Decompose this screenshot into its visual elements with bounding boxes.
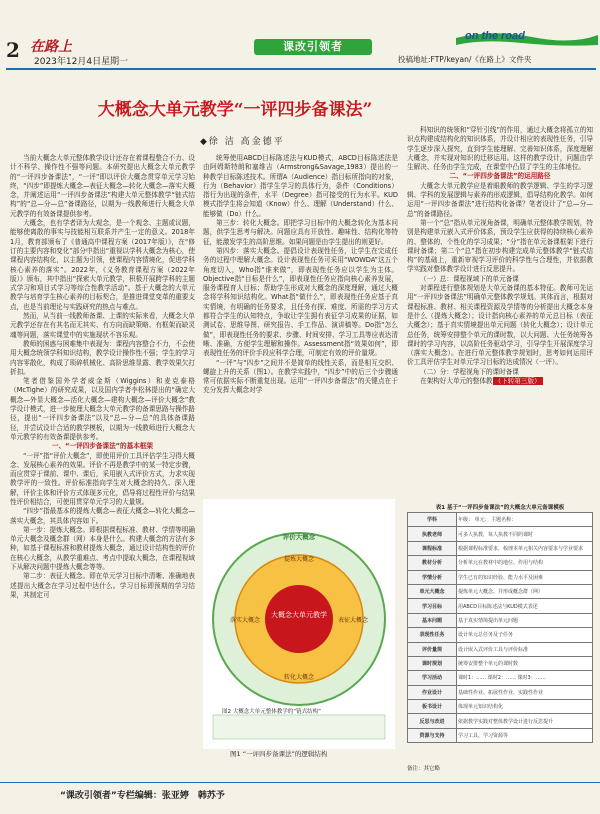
- row-content: 提炼单元大概念，并形成概念群（网）: [457, 584, 593, 598]
- row-content: 学习工具、学习资源等: [457, 728, 593, 742]
- footer-editors: “课改引领者”专栏编辑：张亚婷 韩苏予: [60, 791, 225, 801]
- row-content: 依据教学实践对整体教学设计进行反思提升: [457, 714, 593, 728]
- continued-note: （下转第三版）: [494, 377, 541, 386]
- row-content: 分析单元在教材中的地位、作用与结构: [457, 556, 593, 570]
- table-row: [408, 700, 593, 714]
- paragraph: （一）总：课程视域下的单元备课: [420, 274, 519, 283]
- section-heading: 一、“一评四步备课法”的基本框架: [52, 442, 153, 451]
- row-content: 根据课程标准要求，梳理本单元相关内容要求与学业要求: [457, 541, 593, 555]
- outer-label: 评价大概念: [282, 533, 316, 541]
- article-column-1: [10, 154, 195, 772]
- paragraph: “四步”指最基本的提炼大概念—表征大概念—转化大概念—落实大概念，其具体内容如下。: [10, 507, 195, 525]
- article-author: ◆徐 洁 高金德平: [200, 137, 285, 147]
- paragraph: 第二步：表征大概念。即在单元学习目标中清晰、准确地表述提出大概念在学习过程中达什么。学习目标即预期的学习结果，其制定可: [10, 572, 195, 599]
- row-content: 学生已有的知识经验、能力水平及困难: [457, 570, 593, 584]
- footer-divider: [0, 782, 600, 783]
- figure-2-caption: 图2 大概念大单元整体教学的“链式结构”: [222, 709, 321, 715]
- row-content: 基于真实情境提出单元问题: [457, 613, 593, 627]
- paragraph: 大概念，也有学者译为大观念，是一个观念、主题或议题，能够使离散的事实与技能相互联系并产生一定的意义。2018年1月，教育部颁布了《普通高中课程方案（2017年版）》，在“修订的主要内容和变化”部分中指出“重视以学科大概念为核心，使课程内容结构化，以主题为引领，使课程内容情境化，促进学科核心素养的落实”。2022年，《义务教育课程方案（2022年版）》颁布，其中指出“探索大单元教学，积极开展跨学科的主题式学习和项目式学习等综合性教学活动”。基于大概念的大单元教学与培育学生核心素养的目标契合，是推进课堂变革的重要支点，也是当前理论与实践研究的热点与难点。: [10, 219, 195, 311]
- paragraph: 在架构好大单元的整体教 （下转第三版）: [420, 377, 541, 386]
- ring-label-2: 表征大概念: [337, 617, 369, 624]
- row-content: 可多人执教，每人执教不同的课时: [457, 527, 593, 541]
- table-row: [408, 541, 593, 555]
- row-label: 课程标准: [408, 541, 457, 555]
- row-content: 统筹安排整个单元的课时数: [457, 656, 593, 670]
- paragraph: 当前大概念大单元整体教学设计还存在着课程整合不力、设计不科学、操作性不强等问题。本研究提出大概念大单元教学的“一评四步备课法”，“一评”即以评价大概念贯穿单元学习始终，“四步”即提炼大概念—表征大概念—转化大概念—落实大概念，并阐述运用“一评四步备课法”构建大单元整体教学“链式结构”的“总—分—总”备课路径，以期为一线教师进行大概念大单元教学的有效备课提供参考。: [10, 154, 195, 218]
- table-row: [408, 628, 593, 642]
- table-title: 表1 基于“一评四步备课法”的大概念大单元备课模板: [435, 505, 565, 511]
- table-note: 备注：其它略: [407, 766, 441, 772]
- paragraph: 然而，从当前一线教师备课、上课的实际来看，大概念大单元教学还存在有其名而无其实、有方向而缺策略、有框架而缺灵魂等问题，落实课堂中的实施现状不容乐观。: [10, 312, 195, 339]
- row-label: 评价量规: [408, 642, 457, 656]
- table-row: [408, 570, 593, 584]
- masthead-title: 在路上: [30, 39, 72, 55]
- table-row: [408, 642, 593, 656]
- paragraph: 第一个“总”指从单元视角备课，明确单元整体教学规划，特别是构建单元嵌入式评价体系，预设学生应获得的持续核心素养的、整体的、个性化的学习成果；“分”指在单元备课框架下进行课时备课；第二个“总”指在初步构建完成单元整体教学“链式结构”的基础上，重新审视学习评价的科学性与合理性，并依据教学实践对整体教学设计进行反思提升。: [407, 218, 593, 274]
- paragraph: 对课程进行整体规划是大单元备课的基本特征。教师可先运用“一评四步备课法”明确单元整体教学规划。其体而言，根据对课程标准、教材、相关课程资源及学情等的分析提出大概念本身是什么（提炼大概念）；设计指向核心素养的单元总目标（表征大概念）；基于真实情境提出单元问题（转化大概念）；设计单元总任务，统筹安排整个单元的课时数，以大问题、大任务统筹各课时的学习内容，以高阶任务驱动学习，引导学生开展深度学习（落实大概念）。在进行单元整体教学规划时，思考如何运用评价工具评估学生对单元学习目标的达成情况（一评）。: [407, 284, 593, 367]
- table-row: [408, 714, 593, 728]
- row-label: 表现性任务: [408, 628, 457, 642]
- row-content: 设计嵌入式评价工具与评价标准: [457, 642, 593, 656]
- paragraph: “一评”与“四步”之间并不是简单的线性关系，而是相互交织、螺旋上升的关系（图1）。在教学实践中，“四步”中的后三个步骤通常可依据实际不断重复出现。运用“一评四步备课法”的关键点在于充分发挥大概念对学: [203, 358, 398, 395]
- table-row: [408, 556, 593, 570]
- article-title: 大概念大单元教学“一评四步备课法”: [97, 100, 373, 120]
- row-label: 课时规划: [408, 656, 457, 670]
- article-column-2: [203, 154, 398, 494]
- page-number: 2: [6, 38, 20, 62]
- paragraph: 第一步：提炼大概念。即根据课程标准、教材、学情等明确单元大概念及概念群（网）本身是什么。构建大概念的方法有多种，如基于课程标准和教材提炼大概念，通过设计结构性的评价在核心大概念，从教学重难点、考点中提取大概念，在课程视域下从解决问题中提炼大概念等等。: [10, 525, 195, 572]
- row-label: 作业设计: [408, 685, 457, 699]
- road-banner-text: on the road: [465, 30, 525, 42]
- figure-1-caption: 图1 “一评四步备课法”的逻辑结构: [230, 750, 328, 758]
- row-label: 学科: [408, 513, 457, 527]
- row-content: 体现单元知识结构化: [457, 700, 593, 714]
- row-label: 反思与改进: [408, 714, 457, 728]
- paragraph: 笔者借鉴国外学者威金斯（Wiggins）和麦克泰格（McTighe）的研究成果，以及国内学者李松林提出的“确定大概念—外显大概念—活化大概念—建构大概念—评价大概念”教学设计模式，进一步梳理大概念大单元教学的备课思路与操作路径，提出“一评四步备课法”以及“总—分—总”的具体备课路径，并尝试设计合适的教学模板，以期为一线教师进行大概念大单元教学的有效备课提供参考。: [10, 377, 195, 441]
- row-label: 学习目标: [408, 599, 457, 613]
- row-label: 资源与支持: [408, 728, 457, 742]
- row-label: 单元大概念: [408, 584, 457, 598]
- table-row: [408, 671, 593, 685]
- row-label: 基本问题: [408, 613, 457, 627]
- column-name-badge: 课改引领者: [254, 39, 372, 55]
- row-label: 执教老师: [408, 527, 457, 541]
- row-content: 基础性作业、拓展性作业、实践性作业: [457, 685, 593, 699]
- paragraph: （二）分：学程视角下的课时备课: [420, 367, 519, 376]
- row-content: 课时1：…… 课时2：…… 课时3：……: [457, 671, 593, 685]
- table-row: [408, 527, 593, 541]
- table-row: [408, 656, 593, 670]
- header-divider: [6, 68, 596, 70]
- ring-label-3: 转化大概念: [283, 674, 315, 681]
- lesson-plan-table: [407, 512, 593, 743]
- row-label: 学习活动: [408, 671, 457, 685]
- paragraph: 大概念大单元教学应是着眼教师的教学逻辑、学生的学习逻辑、学科的发展逻辑与素养的形成逻辑，倡导结构化教学。如何运用“一评四步备课法”进行结构化备课？笔者设计了“总—分—总”的备课路径。: [407, 181, 593, 218]
- center-circle: [265, 585, 333, 653]
- article-column-3: [407, 126, 593, 493]
- ring-label-1: 提炼大概念: [283, 556, 315, 563]
- table-row: [408, 728, 593, 742]
- paragraph: 统筹使用ABCD目标陈述法与KUD模式，ABCD目标陈述法是由阿姆斯特朗和塞维吉（Armstrong&Savage,1983）提出的一种教学目标陈述技术。所谓A（Audience）指目标所指向的对象，行为（Behavior）指学生学习的具体行为，条件（Conditions）指行为出现的条件，水平（Degree）指可接受的行为水平。KUD模式指学生将会知道（Know）什么、理解（Understand）什么、能够做（Do）什么。: [203, 154, 398, 218]
- submission-address: 投稿地址:FTP/keyan/《在路上》文件夹: [398, 55, 532, 64]
- section-heading: 二、“一评四步备课法”的运用路径: [449, 172, 551, 181]
- row-content: 年级： 单元： 主题名称：: [457, 513, 593, 527]
- row-label: 学情分析: [408, 570, 457, 584]
- row-label: 板书设计: [408, 700, 457, 714]
- row-content: 设计单元总任务及子任务: [457, 628, 593, 642]
- center-label: 大概念大单元教学: [271, 611, 327, 619]
- table-row: [408, 584, 593, 598]
- paragraph: 第三步：转化大概念。即把学习目标中的大概念转化为基本问题，供学生思考与解决。问题应具有开放性、趣味性、结构化等特征，能激发学生的高阶思维。如果问题是由学生提出的则更好。: [203, 219, 398, 246]
- table-row: [408, 599, 593, 613]
- table-row: [408, 685, 593, 699]
- table-row: [408, 613, 593, 627]
- row-label: 教材分析: [408, 556, 457, 570]
- paragraph: 科知识的统领和“穿针引线”的作用，通过大概念将孤立的知识点构建成结构化的知识体系，并设计相应的表现性任务，引导学生逐步深入探究，直到学生能理解、完善知识体系，深度理解大概念，并实现对知识的迁移运用。这样的教学设计，问题由学生解决、任务由学生完成，在课堂中凸显了学生的主体地位。: [407, 126, 593, 172]
- issue-date: 2023年12月4日星期一: [34, 57, 129, 67]
- paragraph: 教师的困惑与困难集中表现为：课程内容整合不力，不会使用大概念统领学科知识结构，教学设计操作性不强；学生的学习内容零散化，构成了琐碎机械化、高阶思维显露、教学效果欠打折扣。: [10, 339, 195, 376]
- paragraph: “一评”指“评价大概念”，即使用评价工具评估学生习得大概念、发展核心素养的效果。评价不再是教学中的某一特定步骤，而应贯穿于课前、课中、课后，采用嵌入式评价方式，力求实现教学评的一致性。评价标准指向学生对大概念的持久、深入理解，评价主体和评价方式体现多元化，倡导将过程性评价与结果性评价相结合，可使用贯穿单元学习的大量规。: [10, 451, 195, 506]
- table-row: [408, 513, 593, 527]
- ring-label-4: 落实大概念: [229, 617, 261, 624]
- paragraph: 第四步：落实大概念。提倡设计表现性任务，让学生在完成任务的过程中理解大概念。设计表现性任务可采用“WOWDA”这五个角度切入，Who指“谁来做”，即表现性任务应以学生为主体。Objective指“目标是什么”，即表现性任务应指向核心素养发展，服务课程育人目标；帮助学生形成对大概念的深度理解，通过大概念将学科知识结构化。What指“做什么”，即表现性任务应基于真实情境，有明确的任务要求，且任务有探、难度、所需的学习方式都符合学生的认知特点，争取让学生拥有表征学习成果的证据，如测试卷、思维导图、研究报告、手工作品、演讲稿等。Do指“怎么做”，即表现性任务的要求、步骤、时间安排、学习工具等应表达清晰、准确，方便学生理解和操作。Assessment指“效果如何”，即表现性任务的评价手段应科学合理，可制定有效的评价量规。: [203, 246, 398, 358]
- row-content: 用ABCD目标陈述法与KUD模式表述: [457, 599, 593, 613]
